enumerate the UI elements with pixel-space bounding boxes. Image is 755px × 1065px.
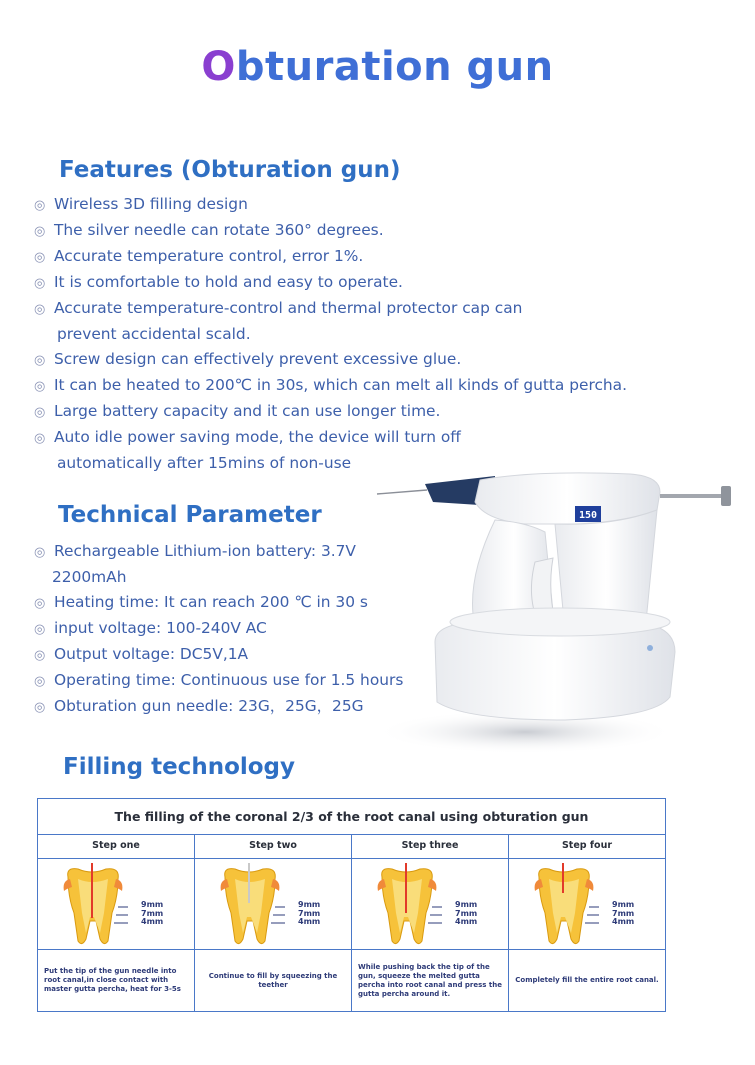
features-heading: Features (Obturation gun) [59, 157, 401, 183]
parameter-item-continuation: 2200mAh [52, 568, 127, 586]
depth-labels: 9mm 7mm 4mm [298, 900, 321, 926]
feature-item: ◎ Wireless 3D filling design [34, 192, 627, 218]
tooth-diagram [58, 863, 128, 947]
bullet-icon: ◎ [34, 674, 46, 689]
depth-labels: 9mm 7mm 4mm [455, 900, 478, 926]
base-top [450, 608, 670, 636]
table-description-row [38, 950, 665, 1011]
feature-item-continuation: prevent accidental scald. [57, 325, 251, 343]
feature-item: ◎ The silver needle can rotate 360° degrees. [34, 218, 627, 244]
rear-knob [721, 486, 731, 506]
table-title: The filling of the coronal 2/3 of the root canal using obturation gun [38, 799, 665, 835]
bullet-icon: ◎ [34, 700, 46, 715]
parameter-item: ◎ Rechargeable Lithium-ion battery: 3.7V [34, 539, 403, 565]
parameter-item: ◎ Operating time: Continuous use for 1.5 hours [34, 668, 403, 694]
power-led [647, 645, 653, 651]
obturation-gun-image [375, 462, 755, 762]
feature-item-continuation: automatically after 15mins of non-use [57, 454, 352, 472]
tooth-diagram [215, 863, 285, 947]
feature-item: ◎ Accurate temperature control, error 1%. [34, 244, 627, 270]
tooth-diagram [372, 863, 442, 947]
parameter-item: ◎ Obturation gun needle: 23G，25G，25G [34, 694, 403, 720]
filling-heading: Filling technology [63, 754, 296, 780]
tooth-diagram [529, 863, 599, 947]
step-description: Continue to fill by squeezing the teether [195, 950, 352, 1011]
bullet-icon: ◎ [34, 405, 46, 420]
step-header: Step four [561, 840, 613, 851]
feature-item: ◎ Large battery capacity and it can use longer time. [34, 399, 627, 425]
step-header: Step three [352, 835, 509, 858]
bullet-icon: ◎ [34, 379, 46, 394]
bullet-icon: ◎ [34, 596, 46, 611]
feature-item: ◎ It is comfortable to hold and easy to operate. [34, 270, 627, 296]
feature-item: ◎ Accurate temperature-control and thermal protector cap can [34, 296, 627, 322]
bullet-icon: ◎ [34, 198, 46, 213]
step-illustration [352, 859, 509, 949]
bullet-icon: ◎ [34, 224, 46, 239]
step-illustration [38, 859, 195, 949]
table-header-row [38, 835, 665, 859]
filling-table [37, 798, 666, 1012]
display-reading: 150 [578, 510, 598, 521]
bullet-icon: ◎ [34, 250, 46, 265]
feature-item: ◎ It can be heated to 200℃ in 30s, which can melt all kinds of gutta percha. [34, 373, 627, 399]
feature-item: ◎ Screw design can effectively prevent excessive glue. [34, 347, 627, 373]
feature-item: ◎ Auto idle power saving mode, the device will turn off [34, 425, 627, 451]
parameters-list [34, 539, 403, 720]
charging-base [435, 622, 675, 720]
table-image-row [38, 859, 665, 950]
bullet-icon: ◎ [34, 622, 46, 637]
step-description: Completely fill the entire root canal. [515, 976, 659, 984]
parameter-item: ◎ Output voltage: DC5V,1A [34, 642, 403, 668]
depth-labels: 9mm 7mm 4mm [141, 900, 164, 926]
features-list [34, 192, 627, 476]
bullet-icon: ◎ [34, 353, 46, 368]
parameter-item: ◎ input voltage: 100-240V AC [34, 616, 403, 642]
parameter-item: ◎ Heating time: It can reach 200 ℃ in 30 s [34, 590, 403, 616]
step-description: Put the tip of the gun needle into root canal,in close contact with master gutta percha, heat for 3-5s [38, 950, 195, 1011]
title-first-letter: O [201, 44, 236, 90]
step-header: Step two [195, 835, 352, 858]
depth-labels: 9mm 7mm 4mm [612, 900, 635, 926]
bullet-icon: ◎ [34, 302, 46, 317]
parameters-heading: Technical Parameter [58, 502, 322, 528]
step-illustration [509, 859, 665, 949]
step-header: Step one [38, 835, 195, 858]
bullet-icon: ◎ [34, 545, 46, 560]
step-illustration [195, 859, 352, 949]
gun-body [475, 473, 660, 524]
needle [377, 490, 427, 494]
bullet-icon: ◎ [34, 648, 46, 663]
page-title [0, 44, 755, 90]
bullet-icon: ◎ [34, 276, 46, 291]
bullet-icon: ◎ [34, 431, 46, 446]
title-rest: bturation gun [235, 44, 554, 90]
step-description: While pushing back the tip of the gun, squeeze the melted gutta percha into root canal and press the gutta percha around it. [352, 950, 509, 1011]
